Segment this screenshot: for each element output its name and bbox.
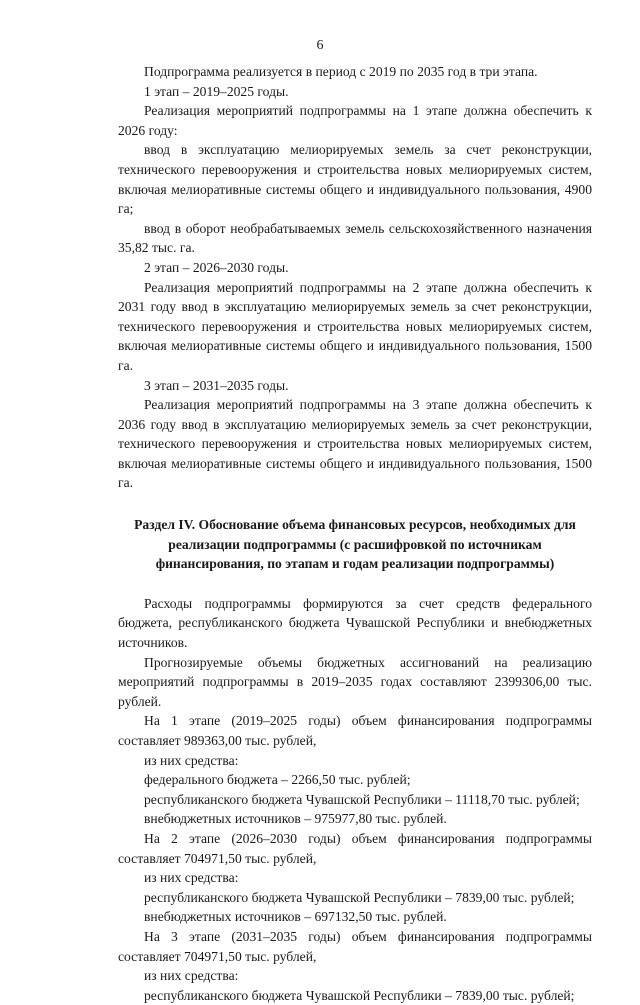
paragraph: ввод в эксплуатацию мелиорируемых земель за счет реконструкции, технического перевооружения и строительства новых мелиорируемых систем, включая мелиоративные системы общего и индивидуального пользования, 4900 га; xyxy=(118,142,592,217)
funding-line: республиканского бюджета Чувашской Республики – 7839,00 тыс. рублей; xyxy=(144,987,575,1003)
paragraph: На 2 этапе (2026–2030 годы) объем финансирования подпрограммы составляет 704971,50 тыс. рублей, xyxy=(118,830,592,866)
funding-line: внебюджетных источников – 697132,50 тыс. рублей. xyxy=(144,909,447,925)
funding-line: федерального бюджета – 2266,50 тыс. рублей; xyxy=(144,772,411,788)
paragraph: Расходы подпрограммы формируются за счет средств федерального бюджета, республиканского бюджета Чувашской Республики и внебюджетных источников. xyxy=(118,595,592,651)
funding-sources-label: из них средства: xyxy=(144,968,239,984)
funding-line: республиканского бюджета Чувашской Республики – 11118,70 тыс. рублей; xyxy=(144,791,580,807)
funding-sources-label: из них средства: xyxy=(144,870,239,886)
funding-sources-label: из них средства: xyxy=(144,752,239,768)
funding-line: внебюджетных источников – 975977,80 тыс. рублей. xyxy=(144,811,447,827)
paragraph: Реализация мероприятий подпрограммы на 3 этапе должна обеспечить к 2036 году ввод в эксплуатацию мелиорируемых земель за счет реконструкции, технического перевооружения и строительства новых мелиорируемых систем, включая мелиоративные системы общего и индивидуального пользования, 1500 га. xyxy=(118,397,592,491)
paragraph: На 3 этапе (2031–2035 годы) объем финансирования подпрограммы составляет 704971,50 тыс. рублей, xyxy=(118,928,592,964)
funding-line: республиканского бюджета Чувашской Республики – 7839,00 тыс. рублей; xyxy=(144,889,575,905)
paragraph: На 1 этапе (2019–2025 годы) объем финансирования подпрограммы составляет 989363,00 тыс. рублей, xyxy=(118,713,592,748)
paragraph: Подпрограмма реализуется в период с 2019 по 2035 год в три этапа. xyxy=(144,64,538,79)
document-body xyxy=(118,62,592,1005)
stage-2-title: 2 этап – 2026–2030 годы. xyxy=(144,259,289,275)
page-number: 6 xyxy=(316,38,324,53)
paragraph: Реализация мероприятий подпрограммы на 2 этапе должна обеспечить к 2031 году ввод в эксплуатацию мелиорируемых земель за счет реконструкции, технического перевооружения и строительства новых мелиорируемых систем, включая мелиоративные системы общего и индивидуального пользования, 1500 га. xyxy=(118,279,592,373)
stage-3-title: 3 этап – 2031–2035 годы. xyxy=(144,377,289,393)
paragraph: ввод в оборот необрабатываемых земель сельскохозяйственного назначения 35,82 тыс. га. xyxy=(118,220,592,256)
paragraph: Прогнозируемые объемы бюджетных ассигнований на реализацию мероприятий подпрограммы в 2019–2035 годах составляют 2399306,00 тыс. рублей. xyxy=(118,654,592,709)
stage-1-title: 1 этап – 2019–2025 годы. xyxy=(144,83,289,99)
section-heading: Раздел IV. Обоснование объема финансовых ресурсов, необходимых для реализации подпрограммы (с расшифровкой по источникам финансирования, по этапам и годам реализации подпрограммы) xyxy=(134,517,576,572)
paragraph: Реализация мероприятий подпрограммы на 1 этапе должна обеспечить к 2026 году: xyxy=(118,103,592,138)
